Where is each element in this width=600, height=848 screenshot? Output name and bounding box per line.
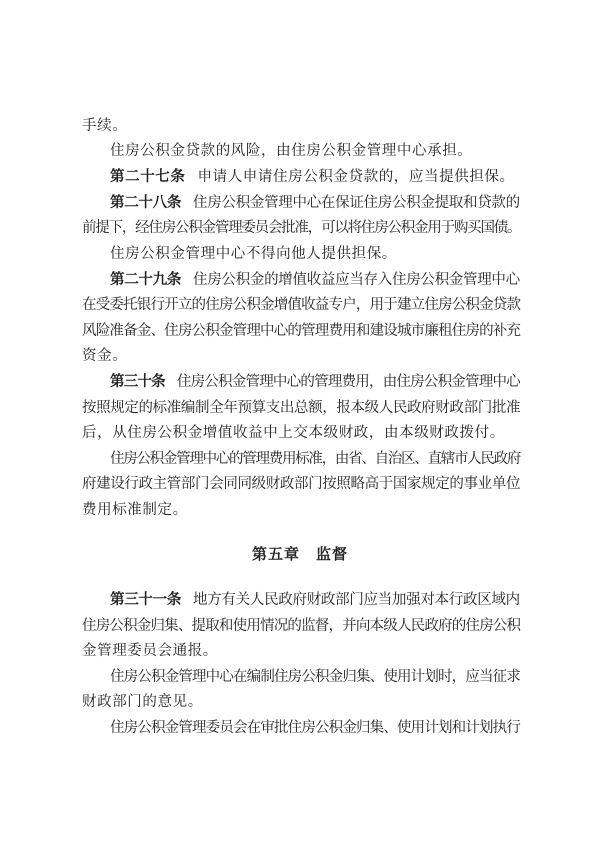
article-30: 第三十条 住房公积金管理中心的管理费用，由住房公积金管理中心 bbox=[110, 373, 520, 390]
article-28: 第二十八条 住房公积金管理中心在保证住房公积金提取和贷款的 bbox=[110, 194, 520, 211]
text-line: 风险准备金、住房公积金管理中心的管理费用和建设城市廉租住房的补充 bbox=[82, 323, 521, 339]
text-line: 府建设行政主管部门会同同级财政部门按照略高于国家规定的事业单位 bbox=[82, 476, 521, 492]
text-line: 住房公积金管理中心不得向他人提供担保。 bbox=[110, 246, 397, 262]
article-number: 第二十九条 bbox=[110, 271, 182, 288]
text-line: 住房公积金归集、提取和使用情况的监督，并向本级人民政府的住房公积 bbox=[82, 618, 521, 634]
text-line: 住房公积金贷款的风险，由住房公积金管理中心承担。 bbox=[110, 143, 473, 159]
text-line: 手续。 bbox=[82, 118, 128, 134]
article-number: 第二十八条 bbox=[110, 194, 182, 211]
article-29: 第二十九条 住房公积金的增值收益应当存入住房公积金管理中心 bbox=[110, 271, 520, 288]
article-31: 第三十一条 地方有关人民政府财政部门应当加强对本行政区域内 bbox=[110, 591, 520, 608]
text-line: 金管理委员会通报。 bbox=[82, 643, 218, 659]
article-27: 第二十七条 申请人申请住房公积金贷款的，应当提供担保。 bbox=[110, 168, 515, 185]
text-line: 在受委托银行开立的住房公积金增值收益专户，用于建立住房公积金贷款 bbox=[82, 297, 521, 313]
text-line: 住房公积金管理委员会在审批住房公积金归集、使用计划和计划执行 bbox=[110, 720, 520, 736]
chapter-heading: 第五章 监督 bbox=[251, 545, 348, 563]
article-number: 第三十条 bbox=[110, 373, 165, 390]
text-line: 财政部门的意见。 bbox=[82, 694, 203, 710]
text-line: 按照规定的标准编制全年预算支出总额，报本级人民政府财政部门批准 bbox=[82, 400, 521, 416]
text-line: 住房公积金管理中心在编制住房公积金归集、使用计划时，应当征求 bbox=[110, 669, 520, 685]
text-line: 住房公积金管理中心的管理费用标准，由省、自治区、直辖市人民政府 bbox=[110, 451, 521, 467]
article-number: 第二十七条 bbox=[110, 168, 186, 185]
article-number: 第三十一条 bbox=[110, 591, 182, 608]
text-line: 后，从住房公积金增值收益中上交本级财政，由本级财政拨付。 bbox=[82, 425, 505, 441]
text-line: 前提下，经住房公积金管理委员会批准，可以将住房公积金用于购买国债。 bbox=[82, 220, 521, 236]
text-line: 费用标准制定。 bbox=[82, 502, 188, 518]
text-line: 资金。 bbox=[82, 348, 128, 364]
